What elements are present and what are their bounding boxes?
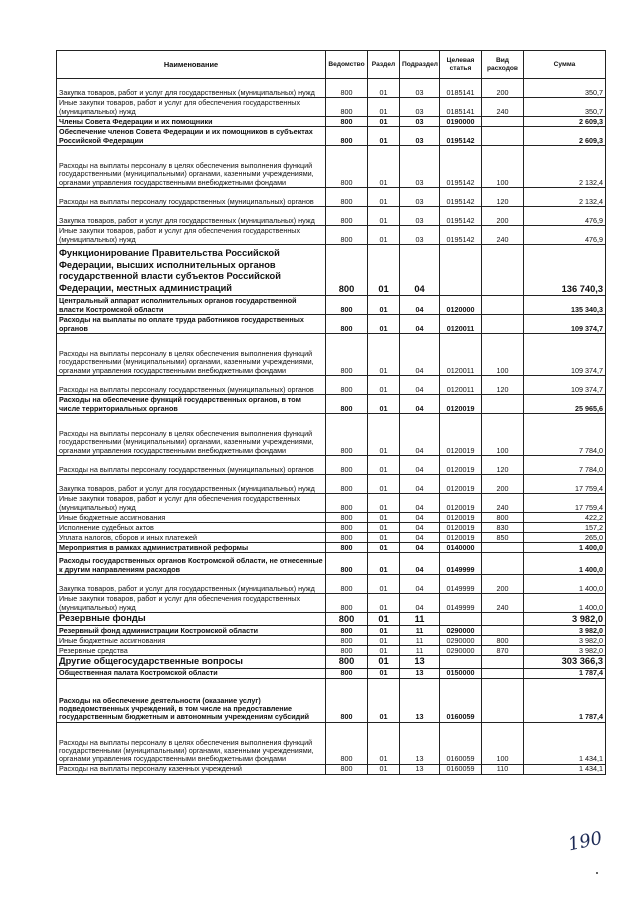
row-department: 800 xyxy=(326,414,368,456)
row-name: Члены Совета Федерации и их помощники xyxy=(57,117,326,127)
row-department: 800 xyxy=(326,553,368,575)
table-row xyxy=(57,655,606,668)
row-subsection: 04 xyxy=(400,456,440,475)
row-subsection: 04 xyxy=(400,594,440,613)
row-name: Общественная палата Костромской области xyxy=(57,668,326,678)
row-department: 800 xyxy=(326,226,368,245)
table-row xyxy=(57,494,606,513)
row-name: Мероприятия в рамках административной реформы xyxy=(57,543,326,553)
row-name: Закупка товаров, работ и услуг для государственных (муниципальных) нужд xyxy=(57,79,326,98)
row-target-article: 0195142 xyxy=(440,188,482,207)
row-section: 01 xyxy=(368,594,400,613)
row-department: 800 xyxy=(326,395,368,414)
row-amount: 476,9 xyxy=(524,226,606,245)
row-expense-type: 110 xyxy=(482,764,524,774)
row-name: Иные закупки товаров, работ и услуг для обеспечения государственных (муниципальных) нужд xyxy=(57,226,326,245)
row-subsection: 13 xyxy=(400,678,440,722)
row-name: Расходы на выплаты персоналу в целях обеспечения выполнения функций государственными (муниципальными) органами, казенными учреждениями, органами управления государственными внебюджетными фондами xyxy=(57,722,326,764)
row-target-article: 0120019 xyxy=(440,494,482,513)
row-section: 01 xyxy=(368,764,400,774)
row-department: 800 xyxy=(326,625,368,635)
row-subsection: 11 xyxy=(400,625,440,635)
row-section: 01 xyxy=(368,245,400,296)
row-amount: 3 982,0 xyxy=(524,645,606,655)
row-target-article: 0290000 xyxy=(440,635,482,645)
row-expense-type xyxy=(482,543,524,553)
row-expense-type: 200 xyxy=(482,575,524,594)
row-section: 01 xyxy=(368,395,400,414)
row-amount: 422,2 xyxy=(524,513,606,523)
column-header-amount: Сумма xyxy=(524,51,606,79)
row-section: 01 xyxy=(368,117,400,127)
row-target-article: 0160059 xyxy=(440,764,482,774)
row-subsection: 04 xyxy=(400,414,440,456)
row-department: 800 xyxy=(326,117,368,127)
row-section: 01 xyxy=(368,523,400,533)
row-amount: 476,9 xyxy=(524,207,606,226)
table-row xyxy=(57,296,606,315)
row-subsection: 04 xyxy=(400,533,440,543)
row-department: 800 xyxy=(326,334,368,376)
row-department: 800 xyxy=(326,764,368,774)
row-subsection: 04 xyxy=(400,523,440,533)
row-amount: 17 759,4 xyxy=(524,475,606,494)
row-expense-type: 240 xyxy=(482,594,524,613)
row-subsection: 04 xyxy=(400,334,440,376)
table-row xyxy=(57,553,606,575)
budget-sheet xyxy=(56,50,605,775)
row-amount: 1 400,0 xyxy=(524,575,606,594)
row-amount: 2 609,3 xyxy=(524,127,606,146)
table-body xyxy=(57,79,606,775)
row-target-article: 0120019 xyxy=(440,475,482,494)
row-name: Расходы на выплаты персоналу государственных (муниципальных) органов xyxy=(57,376,326,395)
row-department: 800 xyxy=(326,127,368,146)
row-department: 800 xyxy=(326,575,368,594)
row-department: 800 xyxy=(326,376,368,395)
row-amount: 303 366,3 xyxy=(524,655,606,668)
row-name: Расходы на выплаты персоналу в целях обеспечения выполнения функций государственными (муниципальными) органами, казенными учреждениями, органами управления государственными внебюджетными фондами xyxy=(57,414,326,456)
row-subsection: 13 xyxy=(400,655,440,668)
row-subsection: 03 xyxy=(400,79,440,98)
row-target-article: 0120011 xyxy=(440,376,482,395)
row-department: 800 xyxy=(326,533,368,543)
table-row xyxy=(57,315,606,334)
row-department: 800 xyxy=(326,98,368,117)
row-subsection: 03 xyxy=(400,226,440,245)
row-subsection: 04 xyxy=(400,475,440,494)
row-section: 01 xyxy=(368,296,400,315)
row-target-article: 0120011 xyxy=(440,315,482,334)
row-name: Иные закупки товаров, работ и услуг для обеспечения государственных (муниципальных) нужд xyxy=(57,494,326,513)
row-subsection: 04 xyxy=(400,296,440,315)
row-name: Расходы на выплаты персоналу государственных (муниципальных) органов xyxy=(57,188,326,207)
row-target-article: 0149999 xyxy=(440,553,482,575)
row-amount: 1 400,0 xyxy=(524,594,606,613)
row-department: 800 xyxy=(326,678,368,722)
row-section: 01 xyxy=(368,625,400,635)
row-expense-type: 240 xyxy=(482,226,524,245)
row-amount: 1 787,4 xyxy=(524,668,606,678)
row-name: Расходы на выплаты по оплате труда работников государственных органов xyxy=(57,315,326,334)
row-name: Исполнение судебных актов xyxy=(57,523,326,533)
table-row xyxy=(57,533,606,543)
row-amount: 3 982,0 xyxy=(524,625,606,635)
row-name: Иные бюджетные ассигнования xyxy=(57,513,326,523)
column-header-subsection: Подраздел xyxy=(400,51,440,79)
table-row xyxy=(57,127,606,146)
row-target-article: 0120000 xyxy=(440,296,482,315)
row-target-article: 0195142 xyxy=(440,146,482,188)
row-target-article: 0160059 xyxy=(440,722,482,764)
table-row xyxy=(57,456,606,475)
row-department: 800 xyxy=(326,188,368,207)
row-subsection: 04 xyxy=(400,543,440,553)
row-subsection: 04 xyxy=(400,245,440,296)
table-row xyxy=(57,645,606,655)
row-expense-type: 200 xyxy=(482,475,524,494)
row-amount: 1 400,0 xyxy=(524,543,606,553)
table-row xyxy=(57,146,606,188)
row-amount: 2 132,4 xyxy=(524,188,606,207)
column-header-section: Раздел xyxy=(368,51,400,79)
ink-dot xyxy=(596,872,598,874)
row-target-article: 0195142 xyxy=(440,226,482,245)
table-row xyxy=(57,635,606,645)
row-target-article: 0149999 xyxy=(440,575,482,594)
row-amount: 17 759,4 xyxy=(524,494,606,513)
table-row xyxy=(57,764,606,774)
row-amount: 1 434,1 xyxy=(524,764,606,774)
row-amount: 136 740,3 xyxy=(524,245,606,296)
row-target-article: 0140000 xyxy=(440,543,482,553)
table-row xyxy=(57,414,606,456)
row-department: 800 xyxy=(326,315,368,334)
row-section: 01 xyxy=(368,146,400,188)
row-subsection: 03 xyxy=(400,98,440,117)
row-department: 800 xyxy=(326,146,368,188)
row-target-article: 0120019 xyxy=(440,414,482,456)
row-subsection: 13 xyxy=(400,764,440,774)
page-number: 190 xyxy=(566,827,605,856)
row-department: 800 xyxy=(326,635,368,645)
row-expense-type: 800 xyxy=(482,635,524,645)
row-target-article: 0120019 xyxy=(440,533,482,543)
row-section: 01 xyxy=(368,315,400,334)
row-subsection: 04 xyxy=(400,315,440,334)
row-subsection: 11 xyxy=(400,613,440,626)
row-expense-type xyxy=(482,296,524,315)
row-section: 01 xyxy=(368,475,400,494)
row-section: 01 xyxy=(368,668,400,678)
row-expense-type: 200 xyxy=(482,207,524,226)
row-amount: 157,2 xyxy=(524,523,606,533)
column-header-expense-type: Вид расходов xyxy=(482,51,524,79)
row-section: 01 xyxy=(368,376,400,395)
row-department: 800 xyxy=(326,513,368,523)
row-expense-type: 120 xyxy=(482,188,524,207)
table-row xyxy=(57,226,606,245)
row-amount: 2 132,4 xyxy=(524,146,606,188)
table-row xyxy=(57,668,606,678)
column-header-target-article: Целевая статья xyxy=(440,51,482,79)
row-expense-type xyxy=(482,127,524,146)
row-subsection: 11 xyxy=(400,645,440,655)
row-name: Обеспечение членов Совета Федерации и их помощников в субъектах Российской Федерации xyxy=(57,127,326,146)
row-amount: 109 374,7 xyxy=(524,376,606,395)
table-row xyxy=(57,98,606,117)
row-expense-type: 830 xyxy=(482,523,524,533)
row-department: 800 xyxy=(326,245,368,296)
row-target-article xyxy=(440,245,482,296)
row-section: 01 xyxy=(368,226,400,245)
budget-table xyxy=(56,50,606,775)
row-department: 800 xyxy=(326,668,368,678)
row-expense-type xyxy=(482,117,524,127)
row-expense-type: 120 xyxy=(482,456,524,475)
row-expense-type: 100 xyxy=(482,334,524,376)
row-expense-type xyxy=(482,315,524,334)
row-name: Иные закупки товаров, работ и услуг для обеспечения государственных (муниципальных) нужд xyxy=(57,98,326,117)
table-row xyxy=(57,613,606,626)
row-target-article: 0120019 xyxy=(440,523,482,533)
row-section: 01 xyxy=(368,543,400,553)
row-target-article: 0195142 xyxy=(440,127,482,146)
row-name: Иные закупки товаров, работ и услуг для обеспечения государственных (муниципальных) нужд xyxy=(57,594,326,613)
row-name: Расходы государственных органов Костромской области, не отнесенные к другим направлениям расходов xyxy=(57,553,326,575)
row-name: Резервные средства xyxy=(57,645,326,655)
row-subsection: 04 xyxy=(400,494,440,513)
row-amount: 2 609,3 xyxy=(524,117,606,127)
table-row xyxy=(57,79,606,98)
row-name: Расходы на обеспечение функций государственных органов, в том числе территориальных органов xyxy=(57,395,326,414)
row-department: 800 xyxy=(326,594,368,613)
row-amount: 1 787,4 xyxy=(524,678,606,722)
row-amount: 109 374,7 xyxy=(524,315,606,334)
row-expense-type: 850 xyxy=(482,533,524,543)
row-section: 01 xyxy=(368,613,400,626)
row-expense-type xyxy=(482,613,524,626)
table-row xyxy=(57,395,606,414)
row-name: Расходы на выплаты персоналу в целях обеспечения выполнения функций государственными (муниципальными) органами, казенными учреждениями, органами управления государственными внебюджетными фондами xyxy=(57,334,326,376)
row-amount: 3 982,0 xyxy=(524,613,606,626)
row-department: 800 xyxy=(326,79,368,98)
row-department: 800 xyxy=(326,523,368,533)
column-header-department: Ведомство xyxy=(326,51,368,79)
row-target-article: 0290000 xyxy=(440,645,482,655)
row-section: 01 xyxy=(368,414,400,456)
row-section: 01 xyxy=(368,98,400,117)
row-name: Уплата налогов, сборов и иных платежей xyxy=(57,533,326,543)
row-target-article: 0185141 xyxy=(440,79,482,98)
row-expense-type: 100 xyxy=(482,414,524,456)
row-expense-type: 100 xyxy=(482,722,524,764)
row-section: 01 xyxy=(368,127,400,146)
row-target-article: 0195142 xyxy=(440,207,482,226)
row-section: 01 xyxy=(368,533,400,543)
row-amount: 7 784,0 xyxy=(524,414,606,456)
row-expense-type: 240 xyxy=(482,98,524,117)
row-department: 800 xyxy=(326,722,368,764)
row-target-article: 0185141 xyxy=(440,98,482,117)
row-department: 800 xyxy=(326,494,368,513)
row-department: 800 xyxy=(326,645,368,655)
row-target-article xyxy=(440,613,482,626)
row-name: Расходы на выплаты персоналу в целях обеспечения выполнения функций государственными (муниципальными) органами, казенными учреждениями, органами управления государственными внебюджетными фондами xyxy=(57,146,326,188)
row-department: 800 xyxy=(326,207,368,226)
row-amount: 1 400,0 xyxy=(524,553,606,575)
row-amount: 1 434,1 xyxy=(524,722,606,764)
row-subsection: 03 xyxy=(400,146,440,188)
row-subsection: 04 xyxy=(400,553,440,575)
table-row xyxy=(57,513,606,523)
row-expense-type: 800 xyxy=(482,513,524,523)
row-expense-type: 100 xyxy=(482,146,524,188)
row-target-article: 0120011 xyxy=(440,334,482,376)
table-row xyxy=(57,722,606,764)
row-target-article: 0190000 xyxy=(440,117,482,127)
row-section: 01 xyxy=(368,513,400,523)
table-row xyxy=(57,188,606,207)
row-subsection: 04 xyxy=(400,376,440,395)
row-amount: 350,7 xyxy=(524,98,606,117)
row-subsection: 03 xyxy=(400,117,440,127)
table-row xyxy=(57,543,606,553)
row-amount: 3 982,0 xyxy=(524,635,606,645)
row-amount: 109 374,7 xyxy=(524,334,606,376)
row-expense-type xyxy=(482,245,524,296)
table-row xyxy=(57,207,606,226)
row-amount: 135 340,3 xyxy=(524,296,606,315)
row-expense-type xyxy=(482,625,524,635)
table-header xyxy=(57,51,606,79)
row-amount: 25 965,6 xyxy=(524,395,606,414)
row-expense-type: 240 xyxy=(482,494,524,513)
row-section: 01 xyxy=(368,79,400,98)
row-amount: 265,0 xyxy=(524,533,606,543)
row-amount: 350,7 xyxy=(524,79,606,98)
table-row xyxy=(57,245,606,296)
table-row xyxy=(57,334,606,376)
row-expense-type xyxy=(482,655,524,668)
row-name: Расходы на обеспечение деятельности (оказание услуг) подведомственных учреждений, в том числе на предоставление государственным бюджетным и автономным учреждениям субсидий xyxy=(57,678,326,722)
row-subsection: 04 xyxy=(400,575,440,594)
row-target-article: 0149999 xyxy=(440,594,482,613)
row-section: 01 xyxy=(368,494,400,513)
row-expense-type: 870 xyxy=(482,645,524,655)
row-section: 01 xyxy=(368,207,400,226)
row-name: Иные бюджетные ассигнования xyxy=(57,635,326,645)
row-name: Центральный аппарат исполнительных органов государственной власти Костромской области xyxy=(57,296,326,315)
row-target-article: 0290000 xyxy=(440,625,482,635)
row-expense-type: 120 xyxy=(482,376,524,395)
row-section: 01 xyxy=(368,334,400,376)
table-row xyxy=(57,376,606,395)
row-department: 800 xyxy=(326,475,368,494)
table-row xyxy=(57,117,606,127)
row-name: Расходы на выплаты персоналу государственных (муниципальных) органов xyxy=(57,456,326,475)
row-section: 01 xyxy=(368,575,400,594)
row-name: Закупка товаров, работ и услуг для государственных (муниципальных) нужд xyxy=(57,207,326,226)
row-section: 01 xyxy=(368,645,400,655)
row-target-article: 0160059 xyxy=(440,678,482,722)
row-section: 01 xyxy=(368,456,400,475)
row-name: Резервный фонд администрации Костромской области xyxy=(57,625,326,635)
row-subsection: 04 xyxy=(400,513,440,523)
row-name: Расходы на выплаты персоналу казенных учреждений xyxy=(57,764,326,774)
row-section: 01 xyxy=(368,188,400,207)
table-row xyxy=(57,678,606,722)
row-target-article: 0120019 xyxy=(440,456,482,475)
row-name: Другие общегосударственные вопросы xyxy=(57,655,326,668)
row-subsection: 13 xyxy=(400,722,440,764)
column-header-name: Наименование xyxy=(57,51,326,79)
row-target-article: 0150000 xyxy=(440,668,482,678)
row-expense-type xyxy=(482,553,524,575)
table-row xyxy=(57,594,606,613)
row-department: 800 xyxy=(326,456,368,475)
row-name: Закупка товаров, работ и услуг для государственных (муниципальных) нужд xyxy=(57,575,326,594)
row-subsection: 03 xyxy=(400,188,440,207)
row-section: 01 xyxy=(368,553,400,575)
row-section: 01 xyxy=(368,655,400,668)
row-subsection: 03 xyxy=(400,207,440,226)
row-section: 01 xyxy=(368,722,400,764)
row-section: 01 xyxy=(368,678,400,722)
row-department: 800 xyxy=(326,543,368,553)
row-target-article xyxy=(440,655,482,668)
table-row xyxy=(57,475,606,494)
row-name: Функционирование Правительства Российской Федерации, высших исполнительных органов государственной власти субъектов Российской Федерации, местных администраций xyxy=(57,245,326,296)
row-department: 800 xyxy=(326,613,368,626)
table-row xyxy=(57,523,606,533)
row-target-article: 0120019 xyxy=(440,395,482,414)
row-name: Резервные фонды xyxy=(57,613,326,626)
table-row xyxy=(57,625,606,635)
row-subsection: 04 xyxy=(400,395,440,414)
row-target-article: 0120019 xyxy=(440,513,482,523)
row-subsection: 03 xyxy=(400,127,440,146)
row-amount: 7 784,0 xyxy=(524,456,606,475)
row-name: Закупка товаров, работ и услуг для государственных (муниципальных) нужд xyxy=(57,475,326,494)
row-expense-type xyxy=(482,395,524,414)
row-section: 01 xyxy=(368,635,400,645)
row-subsection: 11 xyxy=(400,635,440,645)
row-expense-type xyxy=(482,678,524,722)
row-department: 800 xyxy=(326,296,368,315)
row-department: 800 xyxy=(326,655,368,668)
table-row xyxy=(57,575,606,594)
row-expense-type: 200 xyxy=(482,79,524,98)
row-subsection: 13 xyxy=(400,668,440,678)
row-expense-type xyxy=(482,668,524,678)
